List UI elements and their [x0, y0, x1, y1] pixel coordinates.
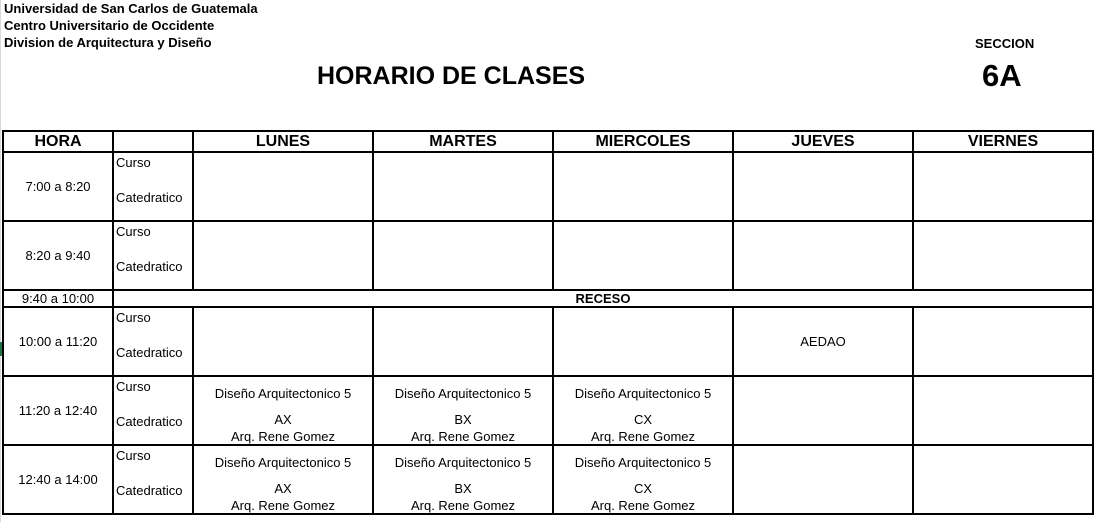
- recess-label-cell[interactable]: RECESO: [113, 290, 1093, 307]
- time-cell[interactable]: 10:00 a 11:20: [3, 307, 113, 376]
- class-cell-miercoles[interactable]: [553, 152, 733, 221]
- class-cell-martes[interactable]: [373, 307, 553, 376]
- class-cell-martes[interactable]: [373, 221, 553, 290]
- time-cell[interactable]: 7:00 a 8:20: [3, 152, 113, 221]
- class-teacher: Arq. Rene Gomez: [230, 498, 336, 513]
- teacher-row-label: Catedratico: [116, 483, 183, 498]
- class-teacher: Arq. Rene Gomez: [590, 429, 696, 444]
- class-cell-viernes[interactable]: [913, 152, 1093, 221]
- class-cell-miercoles[interactable]: [553, 445, 733, 514]
- schedule-row: [3, 307, 1093, 376]
- class-cell-jueves[interactable]: [733, 376, 913, 445]
- schedule-row: [3, 376, 1093, 445]
- row-labels-cell[interactable]: [113, 376, 193, 445]
- course-row-label: Curso: [116, 224, 151, 239]
- class-section: AX: [274, 481, 292, 496]
- class-cell-jueves[interactable]: [733, 152, 913, 221]
- class-cell-lunes[interactable]: [193, 152, 373, 221]
- schedule-row: [3, 445, 1093, 514]
- class-cell-miercoles[interactable]: [553, 221, 733, 290]
- header-row: [3, 131, 1093, 152]
- section-value: 6A: [982, 58, 1022, 93]
- class-cell-lunes[interactable]: [193, 376, 373, 445]
- class-course: Diseño Arquitectonico 5: [394, 386, 532, 401]
- class-cell-lunes[interactable]: [193, 221, 373, 290]
- class-course: Diseño Arquitectonico 5: [214, 455, 352, 470]
- class-cell-viernes[interactable]: [913, 445, 1093, 514]
- class-section: CX: [633, 412, 653, 427]
- row-labels-cell[interactable]: [113, 445, 193, 514]
- class-section: AEDAO: [800, 334, 846, 349]
- class-cell-viernes[interactable]: [913, 376, 1093, 445]
- institution-line-2: Centro Universitario de Occidente: [4, 18, 215, 33]
- day-header-miercoles[interactable]: MIERCOLES: [553, 131, 733, 152]
- time-cell[interactable]: 12:40 a 14:00: [3, 445, 113, 514]
- class-cell-miercoles[interactable]: [553, 376, 733, 445]
- class-course: Diseño Arquitectonico 5: [214, 386, 352, 401]
- class-teacher: Arq. Rene Gomez: [410, 498, 516, 513]
- schedule-table: [2, 130, 1094, 515]
- hour-header[interactable]: HORA: [3, 131, 113, 152]
- course-row-label: Curso: [116, 379, 151, 394]
- teacher-row-label: Catedratico: [116, 345, 183, 360]
- class-teacher: Arq. Rene Gomez: [410, 429, 516, 444]
- course-row-label: Curso: [116, 155, 151, 170]
- class-cell-viernes[interactable]: [913, 221, 1093, 290]
- class-course: Diseño Arquitectonico 5: [574, 386, 712, 401]
- class-cell-jueves[interactable]: [733, 221, 913, 290]
- day-header-viernes[interactable]: VIERNES: [913, 131, 1093, 152]
- row-labels-cell[interactable]: [113, 152, 193, 221]
- teacher-row-label: Catedratico: [116, 259, 183, 274]
- teacher-row-label: Catedratico: [116, 414, 183, 429]
- class-cell-lunes[interactable]: [193, 307, 373, 376]
- class-cell-miercoles[interactable]: [553, 307, 733, 376]
- class-section: BX: [454, 412, 472, 427]
- time-cell[interactable]: 8:20 a 9:40: [3, 221, 113, 290]
- class-cell-martes[interactable]: [373, 445, 553, 514]
- class-section: AX: [274, 412, 292, 427]
- row-labels-cell[interactable]: [113, 307, 193, 376]
- course-row-label: Curso: [116, 448, 151, 463]
- time-cell[interactable]: 11:20 a 12:40: [3, 376, 113, 445]
- class-cell-lunes[interactable]: [193, 445, 373, 514]
- class-section: BX: [454, 481, 472, 496]
- schedule-row: [3, 221, 1093, 290]
- teacher-row-label: Catedratico: [116, 190, 183, 205]
- class-cell-viernes[interactable]: [913, 307, 1093, 376]
- class-section: CX: [633, 481, 653, 496]
- class-cell-martes[interactable]: [373, 376, 553, 445]
- institution-line-3: Division de Arquitectura y Diseño: [4, 35, 212, 50]
- sheet-left-edge: [0, 0, 1, 522]
- class-cell-jueves[interactable]: [733, 445, 913, 514]
- class-cell-jueves[interactable]: [733, 307, 913, 376]
- class-teacher: Arq. Rene Gomez: [590, 498, 696, 513]
- schedule-row: [3, 152, 1093, 221]
- page-title: HORARIO DE CLASES: [317, 62, 586, 90]
- class-cell-martes[interactable]: [373, 152, 553, 221]
- class-course: Diseño Arquitectonico 5: [394, 455, 532, 470]
- class-course: Diseño Arquitectonico 5: [574, 455, 712, 470]
- course-row-label: Curso: [116, 310, 151, 325]
- row-labels-cell[interactable]: [113, 221, 193, 290]
- institution-line-1: Universidad de San Carlos de Guatemala: [4, 1, 258, 16]
- day-header-lunes[interactable]: LUNES: [193, 131, 373, 152]
- day-header-jueves[interactable]: JUEVES: [733, 131, 913, 152]
- recess-time-cell[interactable]: 9:40 a 10:00: [3, 290, 113, 307]
- recess-row: [3, 290, 1093, 307]
- class-teacher: Arq. Rene Gomez: [230, 429, 336, 444]
- label-header[interactable]: [113, 131, 193, 152]
- section-label: SECCION: [975, 36, 1035, 51]
- day-header-martes[interactable]: MARTES: [373, 131, 553, 152]
